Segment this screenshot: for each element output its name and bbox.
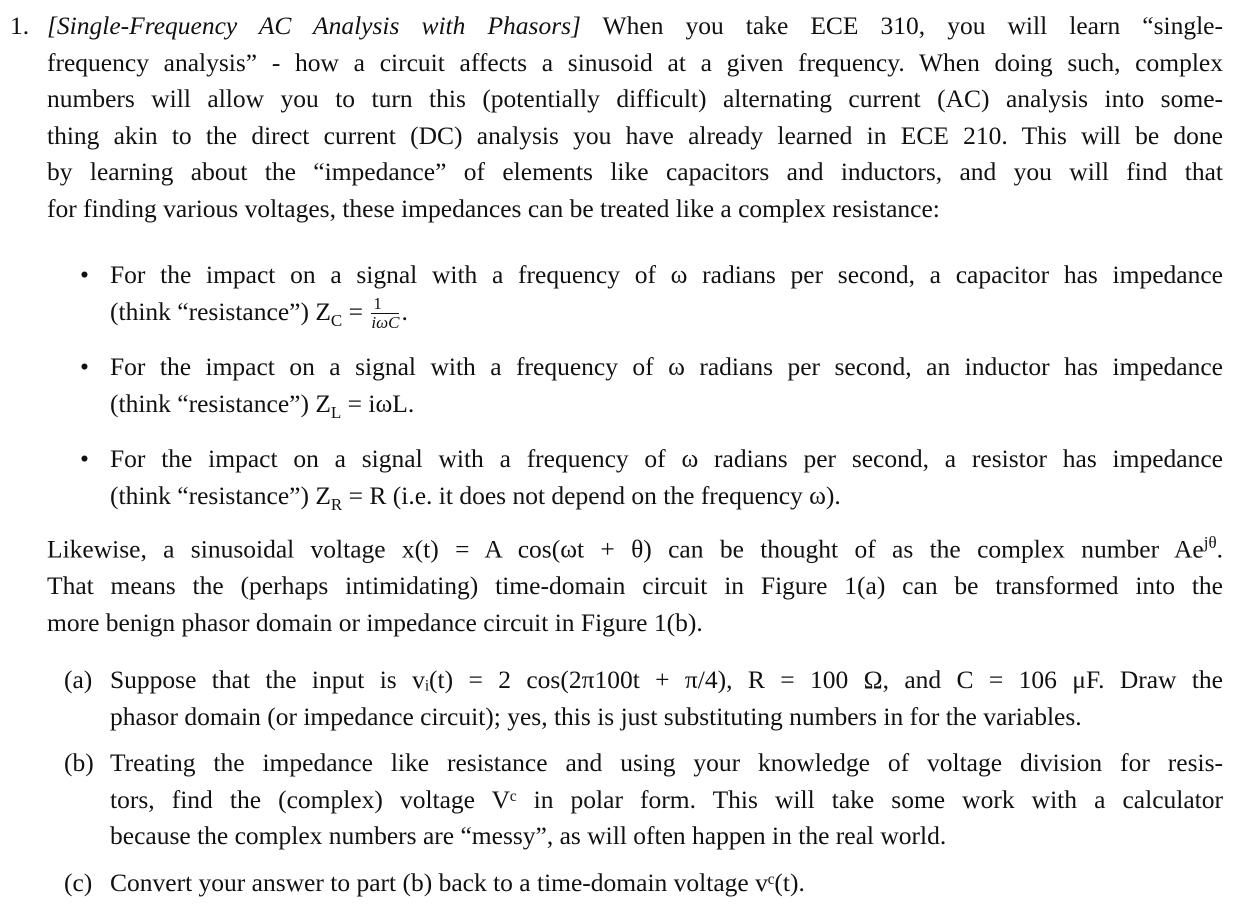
question-title: [Single-Frequency AC Analysis with Phasors] [47, 11, 581, 40]
intro-line: for finding various voltages, these impedances can be treated like a complex resistance: [47, 193, 940, 223]
question-number: 1. [10, 11, 30, 40]
bullet-dot: • [80, 260, 89, 289]
phasor-line: more benign phasor domain or impedance circuit in Figure 1(b). [47, 607, 703, 637]
phasor-line: That means the (perhaps intimidating) time-domain circuit in Figure 1(a) can be transformed into the [47, 571, 1223, 600]
phasor-line: Likewise, a sinusoidal voltage x(t) = A cos(ωt + θ) can be thought of as the complex number $Ae^{j\theta}$. [47, 533, 1223, 564]
intro-line: thing akin to the direct current (DC) analysis you have already learned in ECE 210. This will be done [47, 120, 1223, 150]
bullet-line: (think “resistance”) $Z_L = i\omega L$. [110, 388, 415, 422]
question-parts [64, 662, 1223, 911]
impedance-bullet-list [80, 257, 1223, 533]
bullet-resistor [80, 441, 1223, 523]
bullet-line: (think “resistance”) $Z_C$ = $\frac{1}{\text{iωC}}$ . [110, 294, 408, 333]
part-line: tors, find the (complex) voltage Vᶜ in polar form. This will take some work with a calculator [110, 784, 1223, 814]
intro-line: numbers will allow you to turn this (potentially difficult) alternating current (AC) analysis into some- [47, 84, 1223, 113]
part-line: Suppose that the input is vᵢ(t) = 2 cos(2π100t + π/4), R = 100 Ω, and C = 106 μF. Draw the [110, 665, 1223, 694]
part-label: (c) [64, 867, 93, 897]
bullet-line: For the impact on a signal with a frequency of ω radians per second, a resistor has impedance [110, 444, 1223, 474]
bullet-line: (think “resistance”) $Z_R = R$ (i.e. it does not depend on the frequency ω). [110, 480, 841, 514]
part-c [64, 865, 1223, 902]
bullet-dot: • [80, 352, 89, 382]
bullet-dot: • [80, 444, 89, 474]
intro-line: frequency analysis” - how a circuit affects a sinusoid at a given frequency. When doing such, complex [47, 47, 1223, 77]
part-line: Treating the impedance like resistance and using your knowledge of voltage division for resis- [110, 748, 1223, 777]
part-label: (a) [64, 665, 93, 694]
bullet-line: For the impact on a signal with a frequency of ω radians per second, a capacitor has impedance [110, 260, 1223, 289]
part-b [64, 745, 1223, 855]
bullet-inductor [80, 349, 1223, 431]
intro-line: [Single-Frequency AC Analysis with Phasors] When you take ECE 310, you will learn “single- [47, 11, 1223, 40]
part-line: Convert your answer to part (b) back to a time-domain voltage vᶜ(t). [110, 867, 805, 897]
intro-line: by learning about the “impedance” of elements like capacitors and inductors, and you will find that [47, 157, 1223, 186]
bullet-line: For the impact on a signal with a frequency of ω radians per second, an inductor has impedance [110, 352, 1223, 382]
phasor-paragraph [47, 525, 1223, 641]
fraction: $\frac{1}{\text{iωC}}$ [371, 294, 400, 333]
part-label: (b) [64, 748, 94, 777]
intro-paragraph [47, 8, 1223, 227]
part-a [64, 662, 1223, 735]
bullet-capacitor [80, 257, 1223, 339]
part-line: phasor domain (or impedance circuit); yes, this is just substituting numbers in for the variables. [110, 701, 1082, 731]
part-line: because the complex numbers are “messy”, as will often happen in the real world. [110, 821, 947, 850]
